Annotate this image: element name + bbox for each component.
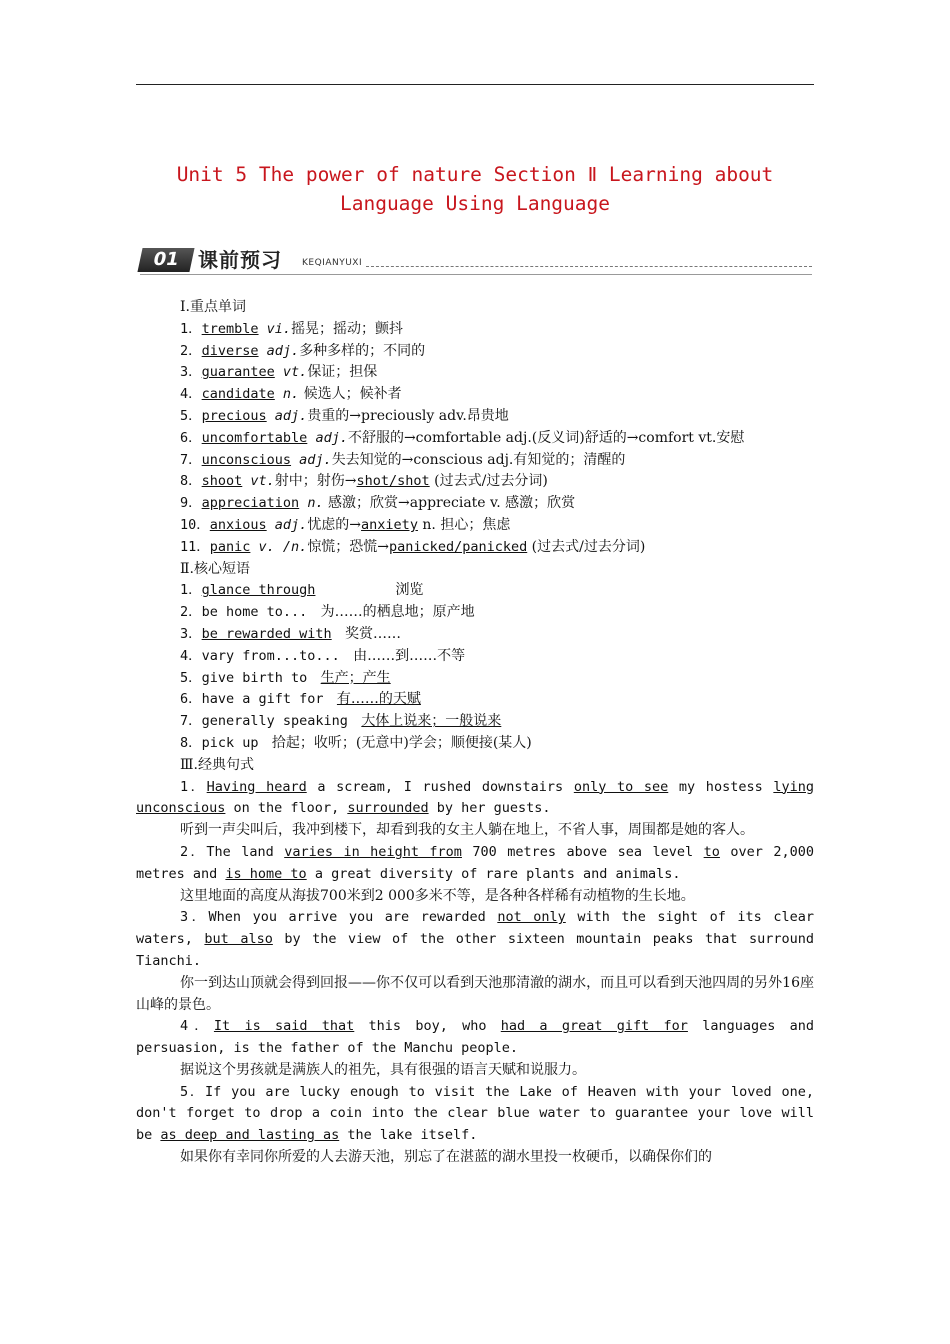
phrase-item: 6．have a gift for 有……的天赋	[180, 691, 421, 708]
sec2-heading: Ⅱ.核心短语	[180, 560, 250, 577]
sentence-1: 1．Having heard a scream, I rushed downstairs only to see my hostess lying unconscious on the floor, surrounded by her guests.	[136, 778, 814, 817]
section-banner	[140, 246, 812, 276]
sec1-heading: Ⅰ.重点单词	[180, 299, 246, 315]
sentence-5-translation: 如果你有幸同你所爱的人去游天池，别忘了在湛蓝的湖水里投一枚硬币，以确保你们的	[180, 1149, 712, 1166]
vocab-item: 3．guarantee vt.保证；担保	[180, 364, 378, 381]
title-line-1: Unit 5 The power of nature Section Ⅱ Learning about	[176, 163, 774, 186]
vocab-item: 6．uncomfortable adj.不舒服的→comfortable adj.(反义词)舒适的→comfort vt.安慰	[180, 429, 745, 446]
sentence-2: 2．The land varies in height from 700 metres above sea level to over 2,000 metres and is home to a great diversity of rare plants and animals.	[136, 843, 815, 882]
vocab-item: 11．panic v. /n.惊慌；恐慌→panicked/panicked (过去式/过去分词)	[180, 538, 646, 555]
vocab-item: 1．tremble vi.摇晃；摇动；颤抖	[180, 320, 404, 337]
sentence-4: 4．It is said that this boy, who had a great gift for languages and persuasion, is the father of the Manchu people.	[136, 1018, 814, 1057]
vocab-list	[136, 319, 814, 559]
phrase-item: 2．be home to... 为……的栖息地；原产地	[180, 604, 475, 621]
page-title	[136, 160, 814, 218]
phrase-list	[136, 580, 814, 754]
document-body	[136, 297, 814, 1169]
sec3-heading: Ⅲ.经典句式	[180, 756, 254, 773]
phrase-item: 1．glance through 浏览	[180, 582, 424, 599]
vocab-item: 8．shoot vt.射中；射伤→shot/shot (过去式/过去分词)	[180, 473, 548, 490]
banner-badge: 01	[137, 248, 194, 272]
phrase-item: 7．generally speaking 大体上说来；一般说来	[180, 713, 502, 730]
sentence-3-translation: 你一到达山顶就会得到回报——你不仅可以看到天池那清澈的湖水，而且可以看到天池四周的另外16座山峰的景色。	[136, 974, 814, 1013]
title-line-2: Language Using Language	[339, 192, 611, 215]
banner-dashed-line	[366, 266, 812, 267]
phrase-item: 8．pick up 拾起；收听；(无意中)学会；顺便接(某人)	[180, 734, 532, 751]
sentence-5: 5．If you are lucky enough to visit the Lake of Heaven with your loved one, don't forget to drop a coin into the clear blue water to guarantee your love will be as deep and lasting as the lake itself.	[136, 1083, 814, 1144]
vocab-item: 7．unconscious adj.失去知觉的→conscious adj.有知觉的；清醒的	[180, 451, 626, 468]
sentence-1-translation: 听到一声尖叫后，我冲到楼下，却看到我的女主人躺在地上，不省人事，周围都是她的客人。	[180, 822, 754, 839]
banner-pinyin: KEQIANYUXI	[302, 258, 363, 268]
banner-underline	[140, 274, 812, 275]
banner-title: 课前预习	[198, 248, 282, 272]
header-rule	[136, 84, 814, 85]
vocab-item: 5．precious adj.贵重的→preciously adv.昂贵地	[180, 407, 509, 424]
phrase-item: 5．give birth to 生产；产生	[180, 669, 391, 686]
sentence-2-translation: 这里地面的高度从海拔700米到2 000多米不等，是各种各样稀有动植物的生长地。	[180, 887, 695, 904]
sentence-3: 3．When you arrive you are rewarded not only with the sight of its clear waters, but also by the view of the other sixteen mountain peaks that surround Tianchi.	[136, 909, 815, 969]
vocab-item: 9．appreciation n. 感激；欣赏→appreciate v. 感激；欣赏	[180, 495, 576, 512]
sentence-4-translation: 据说这个男孩就是满族人的祖先，具有很强的语言天赋和说服力。	[180, 1061, 586, 1078]
phrase-item: 3．be rewarded with 奖赏……	[180, 625, 402, 642]
phrase-item: 4．vary from...to... 由……到……不等	[180, 647, 466, 664]
vocab-item: 10．anxious adj.忧虑的→anxiety n. 担心；焦虑	[180, 516, 511, 533]
vocab-item: 4．candidate n. 候选人；候补者	[180, 386, 402, 403]
vocab-item: 2．diverse adj.多种多样的；不同的	[180, 342, 426, 359]
